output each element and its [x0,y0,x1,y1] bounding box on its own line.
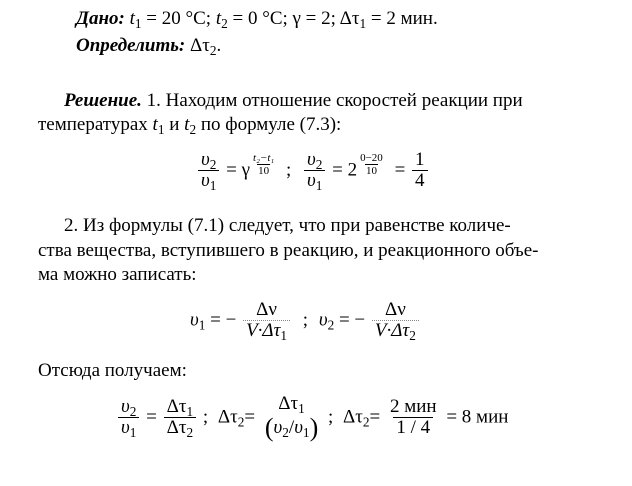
fraction-dn-vdt1: $\frac{\Delta\nu}{V\cdot\Delta\tau_1}$ [243,300,290,342]
exponent-numeric: $\frac{0-20}{10}$ [360,152,383,178]
exponent-t: $\frac{\text{t₂−t₁}}{10}$ [253,152,275,178]
determine-label: Определить: [76,35,186,56]
fraction-dt1-ratio: $\Delta\tau_1$ $(\upsilon_2/\upsilon_1)$ [264,393,319,442]
fraction-result: $\frac{1}{4}$ [412,150,428,192]
final-result: = 8 мин [446,406,509,428]
solution-line-1: Решение. 1. Находим отношение скоростей реакции при [64,90,523,111]
given-label: Дано: [76,8,125,29]
t1-value: = 20 °С; [141,8,216,29]
fraction-v2-v1-c: $\frac{\upsilon_2}{\upsilon_1}$ [118,397,139,439]
fraction-v2-v1: $\frac{\upsilon_2}{\upsilon_1}$ [198,150,219,192]
determine-value: Δτ [185,35,210,56]
solution-line-2: температурах $t_1$ и $t_2$ по формуле (7.3): [38,114,342,137]
t2-value: = 0 °С; γ = 2; Δτ [227,8,360,29]
t1-symbol: t [129,8,135,29]
determine-line: Определить: $\Delta\tau_2$. [76,35,222,58]
solution-label: Решение. [64,90,142,111]
para2-line-3: ма можно записать: [38,264,197,285]
equation-result: $\frac{\upsilon_2}{\upsilon_1}$ = $\frac{\Delta\tau_1}{\Delta\tau_2}$ ; $\Delta\tau_2=$ $\Delta\tau_1$ $(\upsilon_2/\upsilon_1)$ ; $\Delta\tau_2=$ $\frac{\text{2 мин}}{1 / 4}$ = 8 мин [116,394,508,443]
tau-value: = 2 мин. [366,8,438,29]
fraction-dn-vdt2: $\frac{\Delta\nu}{V\cdot\Delta\tau_2}$ [372,300,419,342]
t2-symbol: t [215,8,222,29]
fraction-dt1-dt2: $\frac{\Delta\tau_1}{\Delta\tau_2}$ [164,397,197,439]
equation-velocities: $\upsilon_1$ = − $\frac{\Delta\nu}{V\cdot\Delta\tau_1}$ ; $\upsilon_2$ = − $\frac{\Delta\nu}{V\cdot\Delta\tau_2}$ [190,300,421,342]
given-line: Дано: $t_1 = 20$ °С; $t_2 = 0$ °С; γ = 2; $\Delta\tau_1 = 2$ мин. [76,8,438,31]
para2-line-2: ства вещества, вступившего в реакцию, и реакционного объе- [38,240,539,261]
para3-line: Отсюда получаем: [38,360,187,381]
equation-rate-ratio: $\frac{\upsilon_2}{\upsilon_1}$ = γ $\frac{\text{t₂−t₁}}{10}$ ; $\frac{\upsilon_2}{\upsilon_1}$ = 2 $\frac{0-20}{10}$ = $\frac{1}{4}$ [196,150,430,192]
para2-line-1: 2. Из формулы (7.1) следует, что при равенстве количе- [64,215,511,236]
fraction-v2-v1-b: $\frac{\upsilon_2}{\upsilon_1}$ [304,150,325,192]
fraction-final: $\frac{\text{2 мин}}{1 / 4}$ [389,396,437,439]
